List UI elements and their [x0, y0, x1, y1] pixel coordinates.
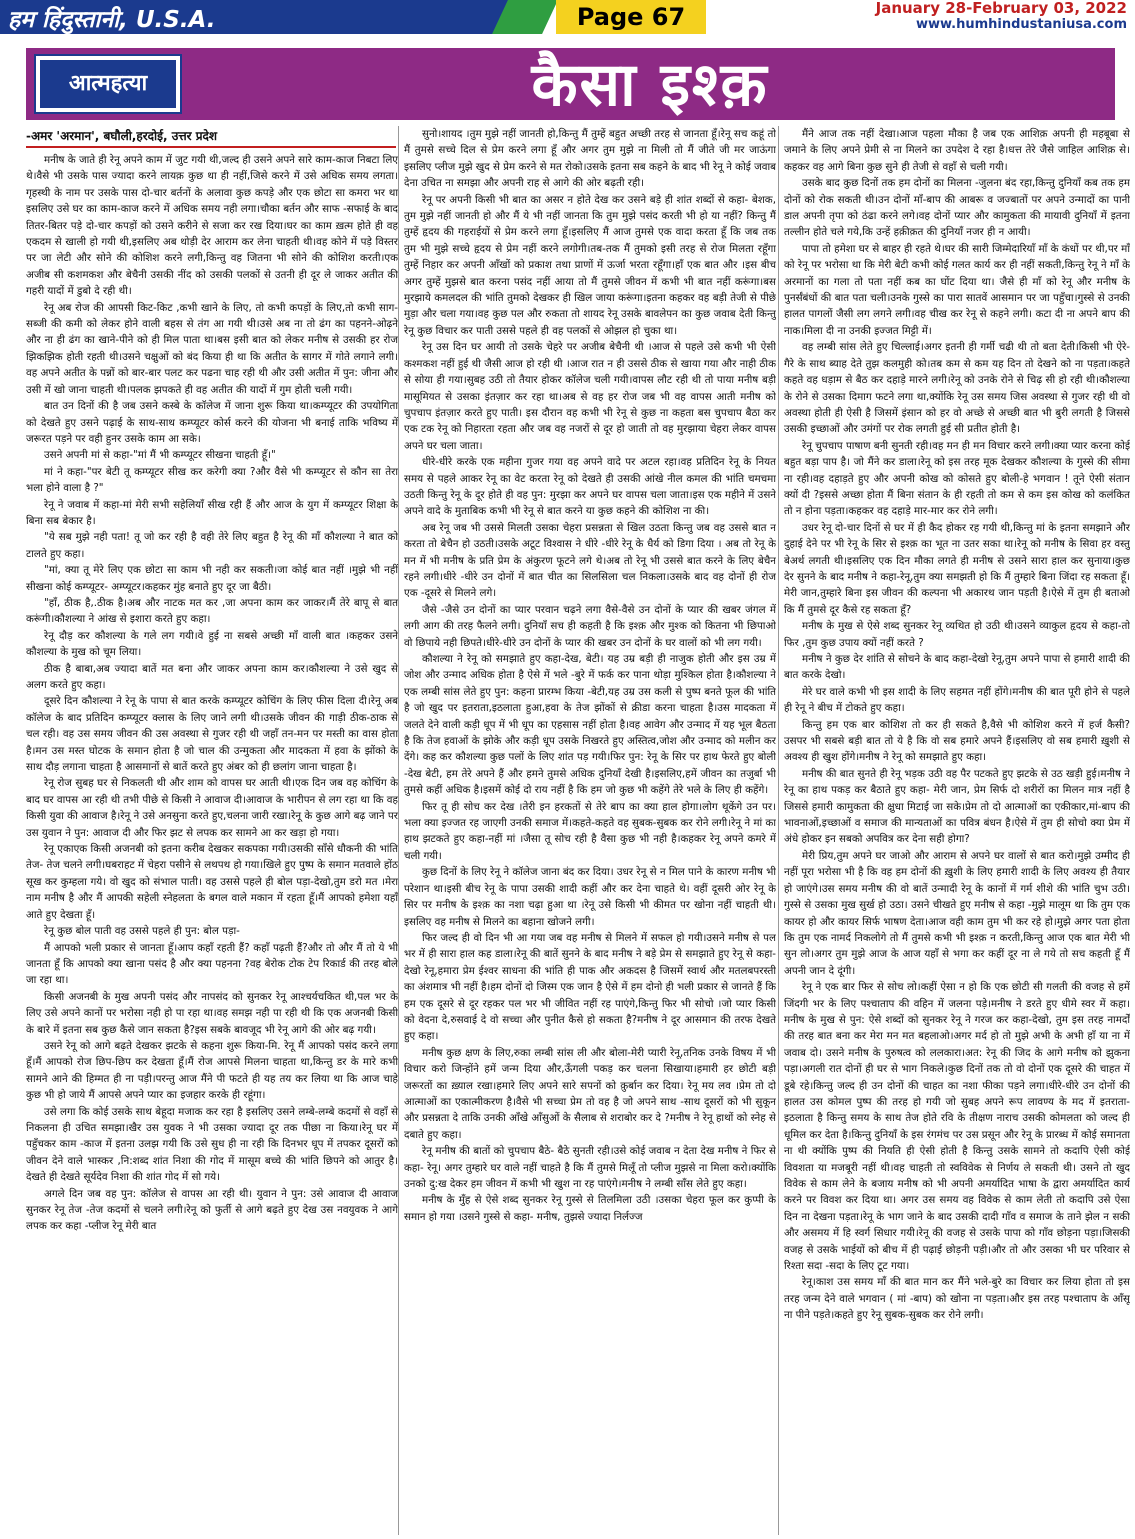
article-paragraph: मनीष के मुख से ऐसे शब्द सुनकर रेनू व्यथित हो उठी थी।उसने व्याकुल हृदय से कहा-तो फिर ,तुम कुछ उपाय क्यों नहीं करते ? [784, 620, 1130, 649]
article-paragraph: रेनू मनीष की बातों को चुपचाप बैठे- बैठे सुनती रही।उसे कोई जवाब न देता देख मनीष ने फिर से कहा- रेनू। अगर तुम्हारे घर वाले नहीं चाहते है कि मैं तुमसे मिलूँ तो प्लीज मुझसे ना मिला करो।क्योंकि उनको दु:ख देकर हम जीवन में कभी भी खुश ना रह पाएंगे।मनीष ने लम्बी साँस लेते हुए कहा। [404, 1145, 776, 1190]
article-paragraph: किन्तु हम एक बार कोशिश तो कर ही सकते है,वैसे भी कोशिश करने में हर्ज कैसी? उसपर भी सबसे बड़ी बात तो ये है कि वो सब हमारे अपने हैं।इसलिए वो सब हमारी ख़ुशी से अवश्य ही खुश होंगे।मनीष ने रेनू को समझाते हुए कहा। [784, 718, 1130, 764]
article-paragraph: मेरी प्रिय,तुम अपने घर जाओ और आराम से अपने घर वालों से बात करो।मुझे उम्मीद ही नहीं पूरा भरोसा भी है कि वह हम दोनों की ख़ुशी के लिए हमारी शादी के लिए अवश्य ही तैयार हो जाएंगे।उस समय मनीष की वो बातें उन्मादी रेनू के कानों में गर्म शीशे की भांति चुभ उठी।गुस्से से उसका मुख सुर्ख हो उठा। उसने चीखते हुए मनीष से कहा -मुझे मालूम था कि तुम एक कायर हो और कायर सिर्फ भाषण देता।आज वही काम तुम भी कर रहे हो।मुझे अगर पता होता कि तुम एक नामर्द निकलोगे तो मैं तुमसे कभी भी इश्क़ न करती,किन्तु आज एक बात मेरी भी सुन लो।अगर तुम मुझे आज के आज यहाँ से भगा कर कहीं दूर ना ले गये तो सच कहती हूँ मैं अपनी जान दे दूंगी। [784, 849, 1130, 977]
article-headline: कैसा इश्क़ [531, 50, 769, 120]
byline-divider [26, 146, 396, 148]
article-paragraph: कौशल्या ने रेनू को समझाते हुए कहा-देख, बेटी। यह उम्र बड़ी ही नाजुक होती और इस उम्र में जोश और उन्माद अधिक होता है ऐसे में भले -बुरे में फर्क कर पाना थोड़ा मुश्किल होता है।कौशल्या ने एक लम्बी सांस लेते हुए पुन: कहना प्रारम्भ किया -बेटी,यह उम्र उस कली से पुष्प बनते फूल की भांति है जो खुद पर इतराता,इठलाता हुआ,हवा के तेज झोंकों से क्रीडा करना चाहता है।उस मादकता में जलते देने वाली कड़ी धूप में भी धूप का एहसास नहीं होता है।वह आवेग और उन्माद में यह भूल बैठता है कि तेज हवाओं के झोके और कड़ी धूप उसके निखरते हुए अस्तित्व,जोश और उन्माद को मलीन कर देंगे। कह कर कौशल्या कुछ पलों के लिए शांत पड़ गयी।फिर पुन: रेनू के सिर पर हाथ फेरते हुए बोली -देख बेटी, हम तेरे अपने हैं और हमने तुमसे अधिक दुनियाँ देखी है।इसलिए,हमें जीवन का तजुर्बा भी तुमसे कहीं अधिक है।इसमें कोई दो राय नहीं है कि हम जो कुछ भी कहेंगे तेरे भले के लिए ही कहेंगे। [404, 653, 776, 797]
article-paragraph: मैं आपको भली प्रकार से जानता हूँ।आप कहाँ रहती हैं? कहाँ पढ़ती हैं?और तो और मैं तो ये भी जानता हूँ कि आपको क्या खाना पसंद है और क्या पहनना ?वह बेरोक टोक टेप रिकार्ड की तरह बोले जा रहा था। [26, 941, 398, 987]
article-paragraph: मैंने आज तक नहीं देखा।आज पहला मौका है जब एक आशिक़ अपनी ही महबूबा से जमाने के लिए अपने प्रेमी से ना मिलने का उपदेश दे रहा है।धत्त तेरे जैसे जाहिल आशिक़ से।कहकर वह आगे बिना कुछ सुने ही तेजी से वहाँ से चली गयी। [784, 128, 1130, 173]
article-paragraph: रेनू ने एक बार फिर से सोच लो।कहीं ऐसा न हो कि एक छोटी सी गलती की वजह से हमें जिंदगी भर के लिए पश्चाताप की वहिन में जलना पड़े।मनीष ने डरते हुए धीमे स्वर में कहा।मनीष के मुख से पुन: ऐसे शब्दों को सुनकर रेनू ने गरज कर कहा-देखो, तुम इस तरह नामर्दों की तरह बात बना कर मेरा मन मत बहलाओ।अगर मर्द हो तो मुझे अभी के अभी हाँ या ना में जवाब दो। उसने मनीष के पुरुषत्व को ललकारा।अत: रेनू की जिद के आगे मनीष को झुकना पड़ा।अगली रात दोनों ही घर से भाग निकले।कुछ दिनों तक तो वो दोनों एक दूसरे की चाहत में डूबे रहे।किन्तु जल्द ही उन दोनों की चाहत का नशा फीका पड़ने लगा।धीरे-धीरे उन दोनों की हालत उस कोमल पुष्प की तरह हो गयी जो सुबह अपने रूप लावण्य के मद में इतराता- इठलाता है किन्तु समय के साथ तेज होते रवि के तीक्षण नाराच उसकी कोमलता को जल्द ही धूमिल कर देता है।किन्तु दुनियाँ के इस रंगमंच पर उस प्रसून और रेनू के प्रारब्ध में कोई समानता ना थी क्योंकि पुष्प की नियति ही ऐसी होती है किन्तु उसके सामने तो कदापि ऐसी कोई विवशता या मजबूरी नहीं थी।वह चाहती तो स्वविवेक से निर्णय ले सकती थी। उसने तो खुद विवेक से काम लेने के बजाय मनीष को भी अपनी अमर्यादित भाषा के द्वारा अमर्यादित कार्य करने पर विवश कर दिया था। अगर उस समय वह विवेक से काम लेती तो कदापि उसे ऐसा दिन ना देखना पड़ता।रेनू के भाग जाने के बाद उसकी दादी गाँव व समाज के ताने झेल न सकी और असमय में हि स्वर्ग सिधार गयी।रेनू की वजह से उसके पापा को गाँव छोड़ना पड़ा।जिसकी वजह से उसके भाईयों को बीच में ही पढ़ाई छोड़नी पड़ी।और तो और उसका भी घर परिवार से रिश्ता सदा -सदा के लिए टूट गया। [784, 981, 1130, 1273]
article-paragraph: सुनो।शायद ।तुम मुझे नहीं जानती हो,किन्तु मैं तुम्हें बहुत अच्छी तरह से जानता हूँ।रेनू सच कहूं तो मैं तुमसे सच्चे दिल से प्रेम करने लगा हूँ और अगर तुम मुझे ना मिली तो मैं जीते जी मर जाऊंगा इसलिए प्लीज मुझे खुद से प्रेम करने से मत रोको।उसके इतना सब कहने के बाद भी रेनू ने कोई जवाब देना उचित ना समझा और अपनी राह से आगे की ओर बढ़ती रही। [404, 128, 776, 190]
article-paragraph: उधर रेनू दो-चार दिनों से घर में ही कैद होकर रह गयी थी,किन्तु मां के इतना समझाने और दुहाई देने पर भी रेनू के सिर से इश्क़ का भूत ना उतर सका था।रेनू को मनीष के सिवा हर वस्तु बेअर्थ लगती थी।इसलिए एक दिन मौका लगते ही मनीष से उसने सारा हाल कर सुनाया।कुछ देर सुनने के बाद मनीष ने कहा-रेनू,तुम क्या समझती हो कि मैं तुम्हारे बिना जिंदा रह सकता हूँ।मेरी जान,तुम्हारे बिना इस जीवन की कल्पना भी अकारथ जान पड़ती है।ऐसे में तुम ही बताओ कि मैं तुमसे दूर कैसे रह सकता हूँ? [784, 521, 1130, 616]
article-paragraph: मनीष कुछ क्षण के लिए,रुका लम्बी सांस ली और बोला-मेरी प्यारी रेनू,तनिक उनके विषय में भी विचार करो जिन्होंने हमें जन्म दिया और,ऊँगली पकड़ कर चलना सिखाया।हमारी हर छोटी बड़ी जरूरतों का ख़्याल रखा।हमारे लिए अपने सारे सपनों को क़ुर्बान कर दिया। रेनू मय लव ।प्रेम तो दो आत्माओं का एकात्मीकरण है।वैसे भी सच्चा प्रेम तो वह है जो अपने साथ -साथ दूसरों को भी सुकून और प्रसन्नता दे ताकि उनकी आँखे आँसुओं के सैलाब से शराबोर कर दे ?मनीष ने रेनू हाथों को स्नेह से दबाते हुए कहा। [404, 1046, 776, 1141]
article-paragraph: पापा तो हमेशा घर से बाहर ही रहते थे।घर की सारी जिम्मेदारियाँ माँ के कंधों पर थी,पर माँ को रेनू पर भरोसा था कि मेरी बेटी कभी कोई गलत कार्य कर ही नहीं सकती,किन्तु रेनू ने माँ के अरमानों का गला तो पता नहीं कब का घोंट दिया था। जैसे ही माँ को रेनू और मनीष के पुनर्संबंधों की बात पता चली।उनके गुस्से का पारा सातवें आसमान पर जा पहुँचा।गुस्से से उनकी हालत पागलों जैसी लग लगने लगी।वह चीख कर रेनू से कहने लगी। कटा दी ना अपने बाप की नाक।मिला दी ना उनकी इज्जत मिट्टी में। [784, 242, 1130, 337]
article-paragraph: मनीष की बात सुनते ही रेनू भड़क उठी वह पैर पटकते हुए झटके से उठ खड़ी हुई।मनीष ने रेनू का हाथ पकड़ कर बैठाते हुए कहा- मेरी जान, प्रेम सिर्फ दो शरीरों का मिलन मात्र नहीं है जिससे हमारी कामुकता की क्षुधा मिटाई जा सके।प्रेम तो दो आत्माओं का एकीकार,मां-बाप की भावनाओं,इच्छाओं व समाज की मान्यताओं का पवित्र बंधन है।ऐसे में तुम ही सोचो क्या प्रेम में अंधे होकर इन सबको अपवित्र कर देना सही होगा? [784, 767, 1130, 846]
article-column-2 [404, 126, 776, 1535]
article-column-1 [26, 152, 398, 1535]
article-paragraph: मनीष के मुँह से ऐसे शब्द सुनकर रेनू गुस्से से तिलमिला उठी ।उसका चेहरा फूल कर कुप्पी के समान हो गया ।उसने गुस्से से कहा- मनीष, तुझसे ज्यादा निर्लज्ज [404, 1194, 776, 1223]
article-paragraph: ठीक है बाबा,अब ज्यादा बातें मत बना और जाकर अपना काम कर।कौशल्या ने उसे खुद से अलग करते हुए कहा। [26, 662, 398, 691]
website-link[interactable]: www.humhindustaniusa.com [915, 17, 1127, 32]
article-paragraph: अगले दिन जब वह पुन: कॉलेज से वापस आ रही थी। युवान ने पुन: उसे आवाज दी आवाज सुनकर रेनू तेज -तेज कदमों से चलने लगी।रेनू को फुर्ती से आगे बढ़ते हुए देख उस नवयुवक ने आगे लपक कर कहा -प्लीज रेनू मेरी बात [26, 1187, 398, 1233]
article-paragraph: रेनू एकाएक किसी अजनबी को इतना करीब देखकर सकपका गयी।उसकी साँसे धौकनी की भांति तेज- तेज चलने लगी।घबराहट में चेहरा पसीने से लथपथ हो गया।खिले हुए पुष्प के समान मतवाले होंठ सूख कर कुम्हला गये। वो खुद को संभाल पाती। वह उससे पहले ही बोल पड़ा-देखो,तुम डरो मत ।मेरा नाम मनीष है और मैं आपकी सहेली स्नेहलता के बगल वाले मकान में रहता हूँ।मैं आपको हमेशा यहाँ आते हुए देखता हूँ। [26, 843, 398, 921]
article-paragraph: मनीष के जाते ही रेनू अपने काम में जुट गयी थी,जल्द ही उसने अपने सारे काम-काज निबटा लिए थे।वैसे भी उसके पास ज्यादा करने लायक़ कुछ था ही नहीं,जिसे करने में उसे अधिक समय लगता।गृहस्थी के नाम पर उसके पास दो-चार बर्तनों के अलावा कुछ कपड़े और एक छोटा सा कमरा भर था इसलिए उसे घर का काम-काज करने में अधिक समय नही लगा।चौका बर्तन और साफ -सफाई के बाद तितर-बितर पड़े दो-चार कपड़ों को उसने करीने से सजा कर रख दिया।घर का काम ख़त्म होते ही वह एकदम से खाली हो गयी थी,इसलिए अब थोड़ी देर आराम कर लेना चाहती थी।वह कोने में पड़े विस्तर पर जा लेटी और सोने की कोशिश करने लगी,किन्तु वह जितना भी सोने की कोशिश करती।एक अजीब सी कशमकश और बेचैनी उसकी नींद को उसकी पलकों से उतनी ही दूर ले जाकर अतीत की गहरी यादों में डुबो दे रही थी। [26, 154, 398, 298]
article-paragraph: रेनू पर अपनी किसी भी बात का असर न होते देख कर उसने बड़े ही शांत शब्दों से कहा- बेशक, तुम मुझे नहीं जानती हो और मैं ये भी नहीं जानता कि तुम मुझे पसंद करती भी हो या नहीं? किन्तु मैं तुम्हें हृदय की गहराईयों से प्रेम करने लगा हूँ।इसलिए मैं आज तुमसे एक वादा करता हूँ कि जब तक तुम भी मुझे सच्चे हृदय से प्रेम नहीं करने लगोगी।तब-तक मैं तुमको इसी तरह से रोज मिलता रहूँगा तुम्हें निहार कर अपनी आँखों को प्रकाश तथा प्राणों में ऊर्जा भरता रहूँगा।हाँ एक बात और ।इस बीच अगर तुम्हें मुझसे बात करना पसंद नहीं आया तो मैं तुमसे जीवन में कभी भी बात नहीं करूंगा।बस मुरझाये कमलदल की भांति तुमको देखकर ही खिल जाया करूंगा।इतना कहकर वह बड़ी तेजी से पीछे मुड़ा और चला गया।वह कुछ पल और रुकता तो शायद रेनू उसके बावलेपन का कुछ जवाब देती किन्तु रेनू कुछ विचार कर पाती उससे पहले ही वह पलकों से ओझल हो चुका था। [404, 193, 776, 337]
article-paragraph: उसे लगा कि कोई उसके साथ बेहूदा मजाक कर रहा है इसलिए उसने लम्बे-लम्बे कदमों से वहाँ से निकलना ही उचित समझा।खैर उस युवक ने भी उसका ज्यादा दूर तक पीछा ना किया।रेनू घर में पहुँचकर काम -काज में इतना उलझ गयी कि उसे सुध ही ना रही कि दिनभर धूप में तपकर दूसरों को जीवन देने वाले भास्कर ,नि:शब्द शांत निशा की गोद में मासूम बच्चे की भांति छिपने को आतुर है।देखते ही देखते सूर्यदेव निशा की शांत गोद में सो गये। [26, 1105, 398, 1184]
article-paragraph: धीरे-धीरे करके एक महीना गुजर गया वह अपने वादे पर अटल रहा।वह प्रतिदिन रेनू के नियत समय से पहले आकर रेनू का वेट करता रेनू को देखते ही उसकी आंखे नील कमल की भांति चमचमा उठती किन्तु रेनू के दूर होते ही वह पुन: मुरझा कर अपने घर वापस चला जाता।इस एक महीने में उसने अपने वादे के मुताबिक कभी भी रेनू से बात करने या कुछ कहने की कोशिश ना की। [404, 456, 776, 518]
article-paragraph: फिर जल्द ही वो दिन भी आ गया जब वह मनीष से मिलने में सफल हो गयी।उसने मनीष से पल भर में ही सारा हाल कह डाला।रेनू की बातें सुनने के बाद मनीष ने बड़े प्रेम से समझाते हुए रेनू से कहा-देखो रेनू,हमारा प्रेम ईश्वर साधना की भांति ही पाक और अकदस है जिसमें स्वार्थ और मतलबपरस्ती का अंशमात्र भी नहीं है।हम दोनों दो जिस्म एक जान है ऐसे में हम दोनो ही भली प्रकार से जानते हैं कि हम एक दूसरे से दूर रहकर पल भर भी जीवित नहीं रह पाएंगे,किन्तु फिर भी सोचो ।जो प्यार किसी को वेदना दे,रुसवाई दे वो सच्चा और पुनीत कैसे हो सकता है?मनीष ने दूर आसमान की तरफ देखते हुए कहा। [404, 931, 776, 1043]
article-paragraph: रेनू उस दिन घर आयी तो उसके चेहरे पर अजीब बेचैनी थी ।आज से पहले उसे कभी भी ऐसी कश्मकश नहीं हुई थी जैसी आज हो रही थी ।आज रात न ही उससे ठीक से खाया गया और नाही ठीक से सोया ही गया।सुबह उठी तो तैयार होकर कॉलेज चली गयी।वापस लौट रही थी तो पाया मनीष बड़ी मासूमियत से उसका इंतज़ार कर रहा था।अब से वह हर रोज जब भी वह वापस आती मनीष को चुपचाप इंतज़ार करते हुए पाती। इस दौरान वह कभी भी रेनू से कुछ ना कहता बस चुपचाप बैठा कर एक टक रेनू को निहारता रहता और जब वह नजरों से दूर हो जाती तो वह मुरझाया चेहरा लेकर वापस अपने घर चला जाता। [404, 341, 776, 452]
publication-name: हम हिंदुस्तानी, U.S.A. [8, 7, 216, 33]
article-paragraph: रेनू कुछ बोल पाती वह उससे पहले ही पुन: बोल पड़ा- [44, 925, 240, 938]
article-paragraph: रेनू।काश उस समय माँ की बात मान कर मैंने भले-बुरे का विचार कर लिया होता तो इस तरह जन्म देने वाले भगवान ( मां -बाप) को खोना ना पड़ता।और इस तरह पश्चाताप के आँसू ना पीने पड़ते।कहते हुए रेनू सुबक-सुबक कर रोने लगी। [784, 1276, 1130, 1322]
article-byline: -अमर 'अरमान', बघौली,हरदोई, उत्तर प्रदेश [26, 129, 218, 143]
masthead-info [876, 0, 1127, 33]
column-divider [398, 126, 399, 1535]
article-paragraph: अब रेनू जब भी उससे मिलती उसका चेहरा प्रसन्नता से खिल उठता किन्तु जब वह उससे बात न करता तो बेचैन हो उठती।उसके अटूट विश्वास ने धीरे -धीरे रेनू के धैर्य को डिगा दिया । अब तो रेनू के मन में भी मनीष के प्रति प्रेम के अंकुरण फूटने लगे थे।अब तो रेनू भी उससे बात करने के लिए बेचैन रहने लगी।धीरे -धीरे उन दोनों में बात चीत का सिलसिला चल निकला।उसके बाद वह दोनों ही रोज एक -दूसरे से मिलने लगे। [404, 521, 776, 600]
article-paragraph: किसी अजनबी के मुख अपनी पसंद और नापसंद को सुनकर रेनू आश्चर्यचकित थी,पल भर के लिए उसे अपने कानों पर भरोसा नही हो पा रहा था।वह समझ नही पा रही थी कि एक अजनबी किसी के बारे में इतना सब कुछ कैसे जान सकता है?इस सबके बावजूद भी रेनू आगे की ओर बढ़ गयी। [26, 990, 398, 1036]
article-paragraph: रेनू अब रोज की आपसी किट-किट ,कभी खाने के लिए, तो कभी कपड़ों के लिए,तो कभी साग-सब्जी की कमी को लेकर होने वाली बहस से तंग आ गयी थी।उसे अब ना तो ढंग का पहनने-ओढ़ने और ना ही ढंग का खाने-पीने को ही मिल पाता था।बस इसी बात को लेकर मनीष से उसकी हर रोज झिकझिक होती रहती थी।उसने चक्षुओं को बंद किया ही था कि अतीत के सागर में गोते लगाने लगी।वह अपने अतीत के पन्नों को बार-बार पलट कर पढना चाह रही थी और उसी अतीत में पुन: जीना और उसी में खो जाना चाहती थी।पलक झपकते ही वह अतीत की यादों में गुम होती चली गयी। [26, 301, 398, 396]
column-divider [778, 126, 779, 1535]
article-paragraph: वह लम्बी सांस लेते हुए चिल्लाई।अगर इतनी ही गर्मी चढी थी तो बता देती।किसी भी ऐरे-गैरे के साथ ब्याह देते तुझ कलमुही को।तब कम से कम यह दिन तो देखने को ना पड़ता।कहते कहते वह धड़ाम से बैठ कर दहाड़े मारने लगी।रेनू को उनके रोने से चिढ़ सी हो रही थी।कौशल्या के रोने से उसका दिमाग फटने लगा था,क्योंकि रेनू उस समय जिस अवस्था से गुजर रही थी वो अवस्था होती ही ऐसी है जिसमें इंसान को हर वो अच्छे से अच्छी बात भी बुरी लगती है जिससे उसकी इच्छाओं और उमंगों पर रोक लगती हुई सी प्रतीत होती है। [784, 341, 1130, 436]
page-number: Page 67 [556, 0, 706, 34]
article-column-3 [784, 126, 1130, 1535]
article-paragraph: रेनू चुपचाप पाषाण बनी सुनती रही।वह मन ही मन विचार करने लगी।क्या प्यार करना कोई बहुत बड़ा पाप है। जो मैंने कर डाला।रेनू को इस तरह मूक देखकर कौशल्या के गुस्से की सीमा ना रही।वह दहाड़ते हुए और अपनी कोख को कोसते हुए बोली-हे भगवान ! तूने ऐसी संतान क्यों दी ?इससे अच्छा होता मैं बिना संतान के ही रहती तो कम से कम इस कोख को कलंकित तो न होना पड़ता।कहकर वह दहाड़े मार-मार कर रोने लगी। [784, 439, 1130, 518]
article-paragraph: "ये सब मुझे नही पता! तू जो कर रही है वही तेरे लिए बहुत है रेनू की माँ कौशल्या ने बात को टालते हुए कहा। [26, 531, 398, 560]
article-paragraph: मां ने कहा-"पर बेटी तू कम्प्यूटर सीख कर करेगी क्या ?और वैसे भी कम्प्यूटर से कौन सा तेरा भला होने वाला है ?" [26, 465, 398, 495]
article-paragraph: उसने अपनी मां से कहा-"मां मैं भी कम्प्यूटर सीखना चाहती हूँ।" [44, 449, 276, 462]
article-paragraph: कुछ दिनों के लिए रेनू ने कॉलेज जाना बंद कर दिया। उधर रेनू से न मिल पाने के कारण मनीष भी परेशान था।इसी बीच रेनू के पापा उसकी शादी कहीं और कर देना चाहते थे। वहीं दूसरी ओर रेनू के सिर पर मनीष के इश्क़ का नशा चढ़ा हुआ था ।रेनू उसे किसी भी कीमत पर खोना नहीं चाहती थी।इसलिए वह मनीष से मिलने का बहाना खोजने लगी। [404, 866, 776, 928]
masthead [0, 0, 1135, 34]
article-paragraph: रेनू रोज सुबह घर से निकलती थी और शाम को वापस घर आती थी।एक दिन जब वह कोचिंग के बाद घर वापस आ रही थी तभी पीछे से किसी ने आवाज दी।आवाज के भारीपन से लग रहा था कि वह किसी युवा की आवाज है।रेनू ने उसे अनसुना करते हुए,चलना जारी रखा।रेनू के कुछ आगे बढ़ जाने पर उस युवान ने पुन: आवाज दी और फिर झट से लपक कर सामने आ कर खड़ा हो गया। [26, 777, 398, 839]
issue-date: January 28-February 03, 2022 [875, 0, 1127, 17]
article-paragraph: फिर तू ही सोच कर देख ।तेरी इन हरकतों से तेरे बाप का क्या हाल होगा।लोग थूकेंगे उन पर। भला क्या इज्जत रह जाएगी उनकी समाज में।कहते-कहते वह सुबक-सुबक कर रोने लगी।रेनू ने मां का हाथ झटकते हुए कहा-नहीं मां ।जैसा तू सोच रही है वैसा कुछ भी नही है।कहकर रेनू अपने कमरे में चली गयी। [404, 800, 776, 862]
article-paragraph: "मां, क्या तू मेरे लिए एक छोटा सा काम भी नही कर सकती।जा कोई बात नहीं ।मुझे भी नहीं सीखना कोई कम्प्यूटर- अम्प्यूटर।कहकर मुंह बनाते हुए दूर जा बैठी। [26, 564, 398, 593]
article-paragraph: मेरे घर वाले कभी भी इस शादी के लिए सहमत नहीं होंगे।मनीष की बात पूरी होने से पहले ही रेनू ने बीच में टोकते हुए कहा। [784, 685, 1130, 715]
article-paragraph: उसने रेनू को आगे बढ़ते देखकर झटके से कहना शुरू किया-मि. रेनू मैं आपको पसंद करने लगा हूँ।मैं आपको रोज छिप-छिप कर देखता हूँ।मैं रोज आपसे मिलना चाहता था,किन्तु डर के मारे कभी सामने आने की हिम्मत ही ना पड़ी।परन्तु आज मैंने पी फटते ही यह तय कर लिया था कि आज चाहे कुछ भी हो जाये मैं आपसे अपने प्यार का इजहार करके ही रहूंगा। [26, 1039, 398, 1102]
article-paragraph: "हाँ, ठीक है,.ठीक है।अब और नाटक मत कर ,जा अपना काम कर जाकर।मैं तेरे बापू से बात करूंगी।कौशल्या ने आंख से इशारा करते हुए कहा। [26, 596, 398, 626]
section-label: आत्महत्या [40, 60, 176, 108]
masthead-banner [0, 0, 540, 34]
article-paragraph: मनीष ने कुछ देर शांति से सोचने के बाद कहा-देखो रेनू,तुम अपने पापा से हमारी शादी की बात करके देखो। [784, 653, 1130, 682]
article-paragraph: उसके बाद कुछ दिनों तक हम दोनों का मिलना -जुलना बंद रहा,किन्तु दुनियाँ कब तक हम दोनों को रोक सकती थी।उन दोनों माँ-बाप की आबरू व जज्बातों पर अपने उन्मादों का पानी डाल अपनी तृपा को ठंढा करने लगे।वह दोनों प्यार और कामुकता की मायावी दुनियाँ में इतना तल्लीन होते चले गये,कि उन्हें हक़ीक़त की दुनियाँ नजर ही न आयी। [784, 177, 1130, 239]
article-paragraph: जैसे -जैसे उन दोनों का प्यार परवान चढ़ने लगा वैसे-वैसे उन दोनों के प्यार की खबर जंगल में लगी आग की तरह फैलने लगी। दुनियाँ सच ही कहती है कि इश्क़ और मुश्क को कितना भी छिपाओ वो छिपाये नही छिपते।धीरे-धीरे उन दोनों के प्यार की खबर उन दोनों के घर वालों को भी लग गयी। [404, 603, 776, 649]
article-paragraph: दूसरे दिन कौशल्या ने रेनू के पापा से बात करके कम्प्यूटर कोचिंग के लिए फीस दिला दी।रेनू अब कॉलेज के बाद प्रतिदिन कम्प्यूटर क्लास के लिए जाने लगी थी।उसके जीवन की गाड़ी ठीक-ठाक से चल रही। वह उस समय जीवन की उस अवस्था से गुजर रही थी जहाँ तन-मन पर मस्ती का वास होता है।मन उस मस्त घोटक के समान होता है जो चाल की उन्मुकता और मादकता में हवा के झोंको के साथ दौड़ लगाना चाहता है आसमानों से बातें करते हुए अंबर को ही छलांग जाना चाहता है। [26, 695, 398, 774]
article-paragraph: बात उन दिनों की है जब उसने कस्बे के कॉलेज में जाना शुरू किया था।कम्प्यूटर की उपयोगिता को देखते हुए उसने पढ़ाई के साथ-साथ कम्प्यूटर कोर्स करने की योजना भी बनाई ताकि भविष्य में जरूरत पड़ने पर वही हुनर उसके काम आ सके। [26, 400, 398, 445]
article-paragraph: रेनू दौड़ कर कौशल्या के गले लग गयी।वे हुई ना सबसे अच्छी माँ वाली बात ।कहकर उसने कौशल्या के मुख को चूम लिया। [26, 629, 398, 659]
article-paragraph: रेनू ने जवाब में कहा-मां मेरी सभी सहेलियाँ सीख रही हैं और आज के युग में कम्प्यूटर शिक्षा के बिना सब बेकार है। [26, 498, 398, 527]
section-label-box [34, 54, 182, 114]
